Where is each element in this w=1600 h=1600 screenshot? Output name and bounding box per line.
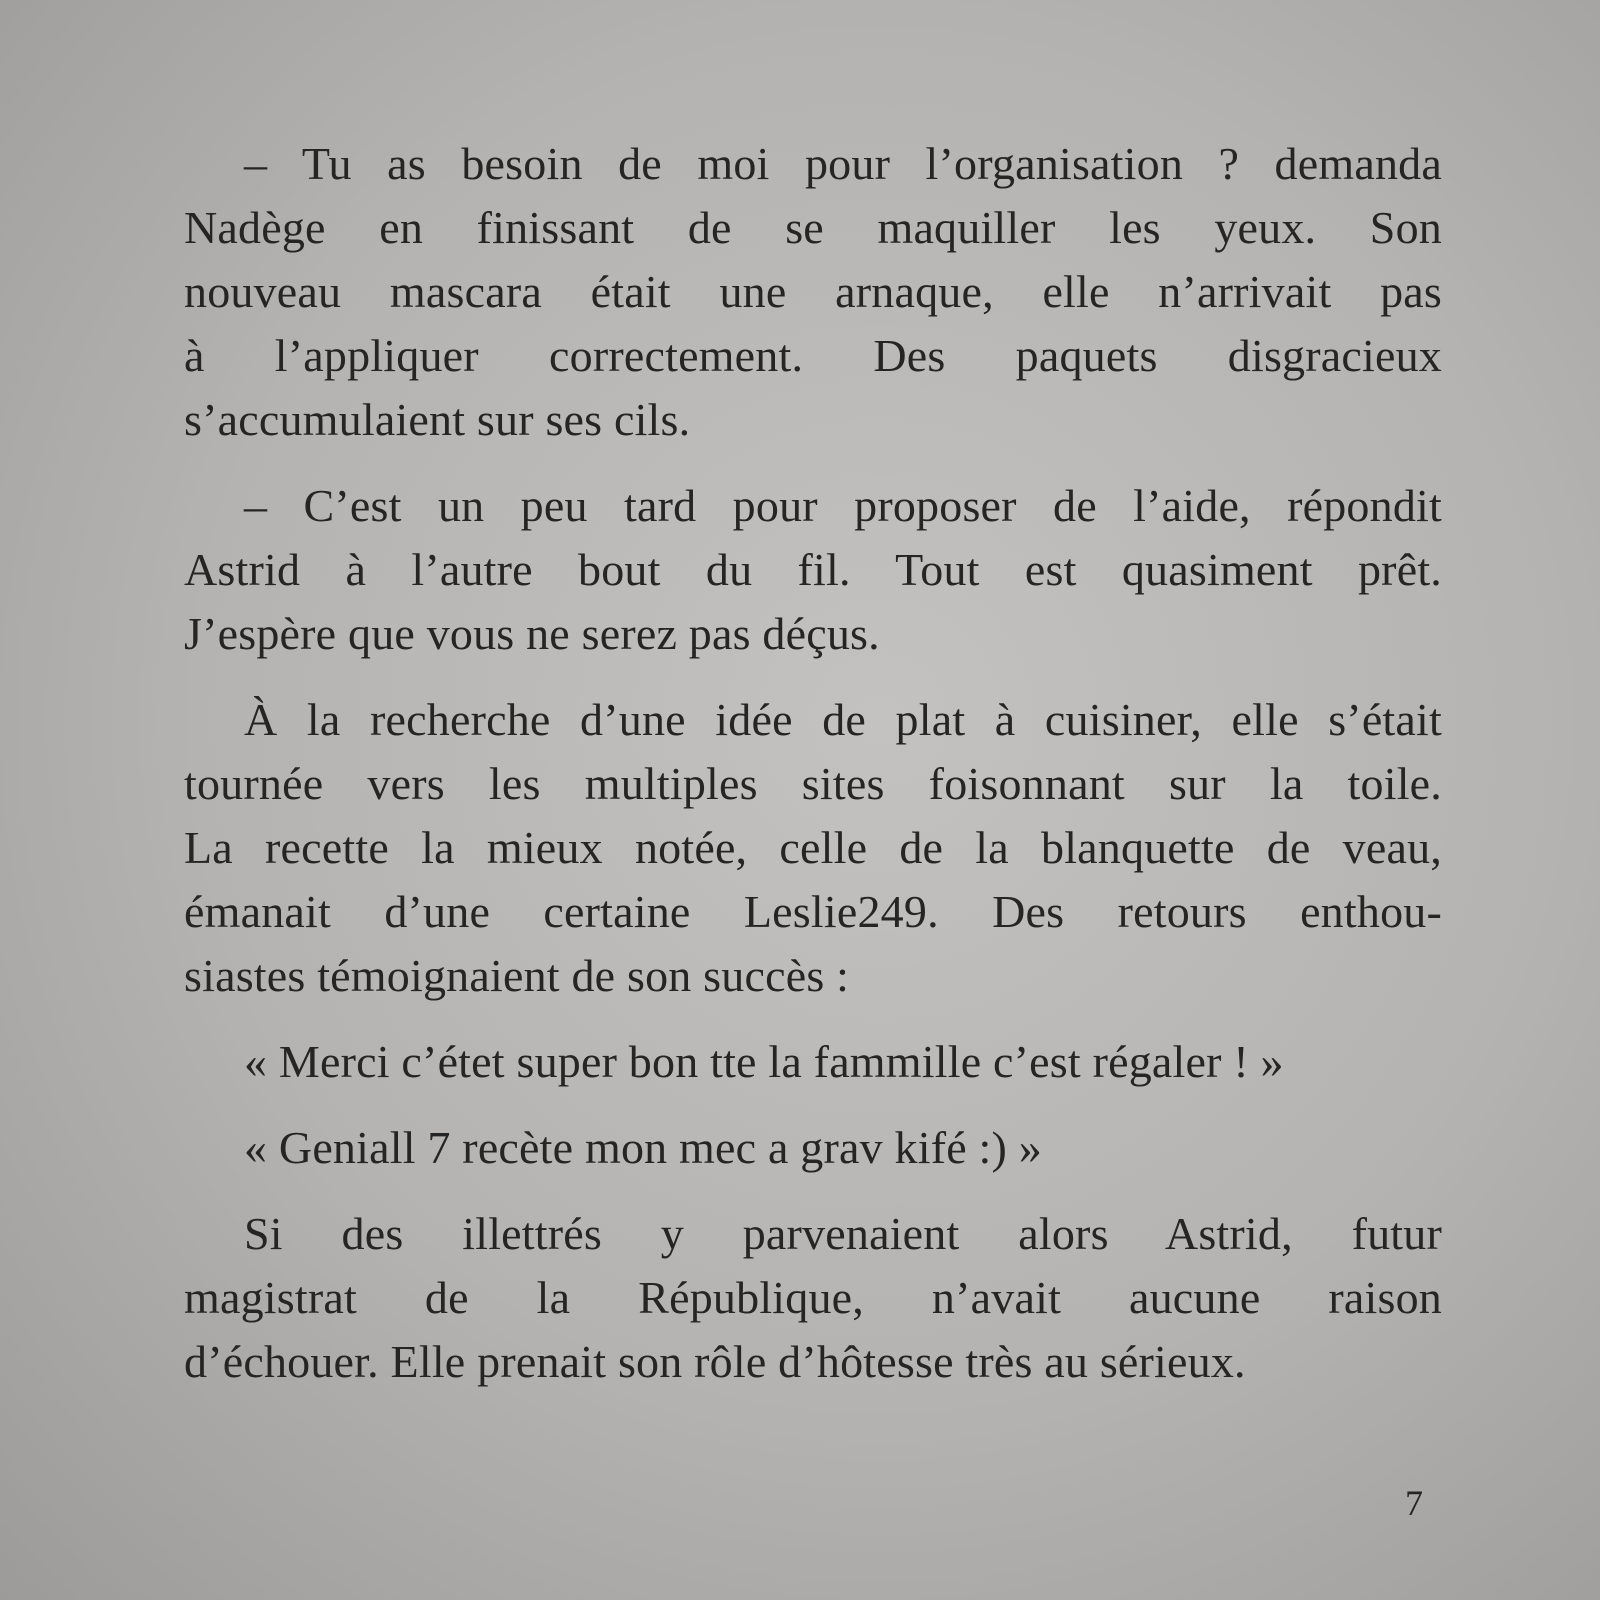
text-line: siastes témoignaient de son succès : (184, 950, 850, 1001)
paragraph (184, 132, 1442, 452)
text-line: à l’appliquer correctement. Des paquets disgracieux (184, 330, 1442, 381)
text-line: d’échouer. Elle prenait son rôle d’hôtesse très au sérieux. (184, 1336, 1246, 1387)
text-line: – C’est un peu tard pour proposer de l’aide, répondit (244, 480, 1442, 531)
paragraph (184, 1116, 1442, 1180)
paragraph (184, 474, 1442, 666)
text-line: La recette la mieux notée, celle de la blanquette de veau, (184, 822, 1442, 873)
text-line: Astrid à l’autre bout du fil. Tout est quasiment prêt. (184, 544, 1442, 595)
text-line: nouveau mascara était une arnaque, elle n’arrivait pas (184, 266, 1442, 317)
text-line: magistrat de la République, n’avait aucune raison (184, 1272, 1442, 1323)
text-line: – Tu as besoin de moi pour l’organisation ? demanda (244, 138, 1442, 189)
text-line: émanait d’une certaine Leslie249. Des retours enthou- (184, 886, 1442, 937)
paragraph (184, 1202, 1442, 1394)
page-number: 7 (1405, 1483, 1423, 1523)
text-line: J’espère que vous ne serez pas déçus. (184, 608, 880, 659)
text-line: À la recherche d’une idée de plat à cuisiner, elle s’était (244, 694, 1442, 745)
text-line: s’accumulaient sur ses cils. (184, 394, 691, 445)
text-line: « Geniall 7 recète mon mec a grav kifé :) » (244, 1122, 1042, 1173)
book-page-text (184, 132, 1442, 1416)
text-line: Nadège en finissant de se maquiller les yeux. Son (184, 202, 1442, 253)
paragraph (184, 688, 1442, 1008)
text-line: « Merci c’étet super bon tte la fammille c’est régaler ! » (244, 1036, 1284, 1087)
text-line: tournée vers les multiples sites foisonnant sur la toile. (184, 758, 1442, 809)
text-line: Si des illettrés y parvenaient alors Astrid, futur (244, 1208, 1442, 1259)
paragraph (184, 1030, 1442, 1094)
